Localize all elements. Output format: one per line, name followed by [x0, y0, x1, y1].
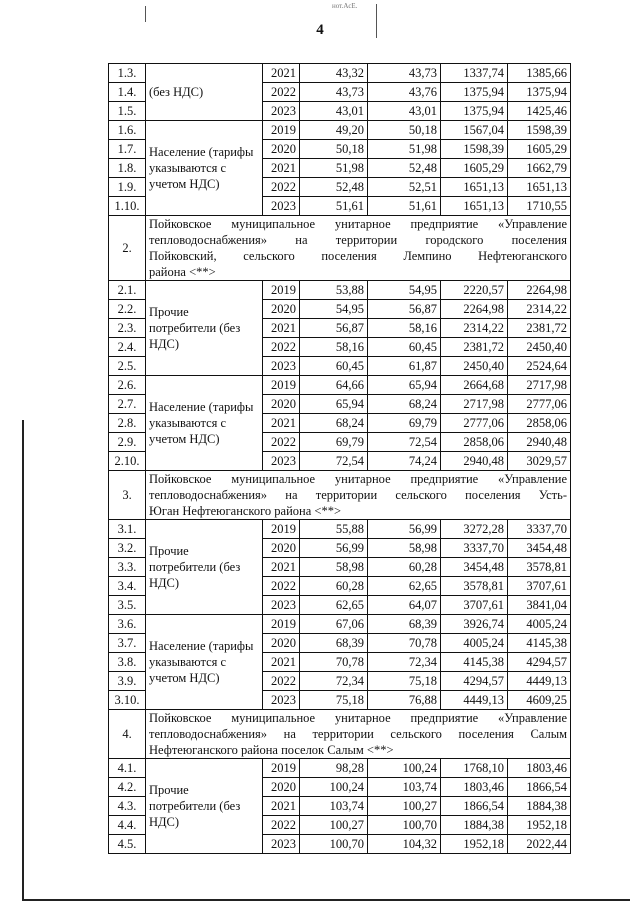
value-cell: 1375,94 [508, 83, 571, 102]
year-cell: 2022 [263, 577, 300, 596]
row-number: 2.1. [109, 281, 146, 300]
value-cell: 43,76 [368, 83, 441, 102]
value-cell: 52,48 [300, 178, 368, 197]
row-number: 2.8. [109, 414, 146, 433]
value-cell: 3337,70 [508, 520, 571, 539]
section-header-row [109, 216, 571, 281]
section-title-line: Пойковское муниципальное унитарное предприятие «Управление [149, 217, 567, 231]
value-cell: 1866,54 [441, 797, 508, 816]
value-cell: 1768,10 [441, 759, 508, 778]
value-cell: 1651,13 [441, 178, 508, 197]
value-cell: 60,45 [300, 357, 368, 376]
row-number: 4.3. [109, 797, 146, 816]
value-cell: 3707,61 [441, 596, 508, 615]
value-cell: 1385,66 [508, 64, 571, 83]
value-cell: 56,87 [300, 319, 368, 338]
value-cell: 3272,28 [441, 520, 508, 539]
year-cell: 2022 [263, 433, 300, 452]
row-number: 4.1. [109, 759, 146, 778]
value-cell: 3454,48 [508, 539, 571, 558]
section-title-line: тепловодоснабжения» на территории городского поселения [149, 233, 567, 247]
value-cell: 58,98 [368, 539, 441, 558]
value-cell: 3707,61 [508, 577, 571, 596]
value-cell: 1884,38 [508, 797, 571, 816]
value-cell: 3841,04 [508, 596, 571, 615]
value-cell: 2717,98 [441, 395, 508, 414]
value-cell: 52,51 [368, 178, 441, 197]
table-row [109, 759, 571, 778]
row-number: 1.5. [109, 102, 146, 121]
table-row [109, 281, 571, 300]
value-cell: 100,24 [300, 778, 368, 797]
table-row [109, 376, 571, 395]
row-number: 2.9. [109, 433, 146, 452]
value-cell: 1866,54 [508, 778, 571, 797]
value-cell: 1598,39 [508, 121, 571, 140]
tariff-table [108, 63, 571, 854]
value-cell: 70,78 [300, 653, 368, 672]
row-number: 2.6. [109, 376, 146, 395]
value-cell: 2940,48 [441, 452, 508, 471]
value-cell: 4145,38 [508, 634, 571, 653]
year-cell: 2020 [263, 634, 300, 653]
value-cell: 3029,57 [508, 452, 571, 471]
value-cell: 2940,48 [508, 433, 571, 452]
section-title [146, 710, 571, 759]
value-cell: 2264,98 [441, 300, 508, 319]
value-cell: 4294,57 [441, 672, 508, 691]
value-cell: 3454,48 [441, 558, 508, 577]
value-cell: 2381,72 [441, 338, 508, 357]
row-number: 3.9. [109, 672, 146, 691]
row-number: 2.3. [109, 319, 146, 338]
value-cell: 54,95 [368, 281, 441, 300]
year-cell: 2020 [263, 140, 300, 159]
year-cell: 2021 [263, 797, 300, 816]
value-cell: 61,87 [368, 357, 441, 376]
year-cell: 2020 [263, 300, 300, 319]
year-cell: 2023 [263, 102, 300, 121]
consumer-category: Население (тарифы указываются с учетом НДС) [146, 615, 263, 710]
row-number: 2.5. [109, 357, 146, 376]
row-number: 1.9. [109, 178, 146, 197]
value-cell: 72,54 [300, 452, 368, 471]
value-cell: 56,87 [368, 300, 441, 319]
value-cell: 2314,22 [508, 300, 571, 319]
value-cell: 60,28 [368, 558, 441, 577]
year-cell: 2021 [263, 159, 300, 178]
value-cell: 1651,13 [508, 178, 571, 197]
row-number: 1.10. [109, 197, 146, 216]
value-cell: 43,73 [300, 83, 368, 102]
year-cell: 2019 [263, 520, 300, 539]
value-cell: 100,70 [368, 816, 441, 835]
year-cell: 2019 [263, 759, 300, 778]
value-cell: 53,88 [300, 281, 368, 300]
value-cell: 50,18 [300, 140, 368, 159]
value-cell: 55,88 [300, 520, 368, 539]
row-number: 2.4. [109, 338, 146, 357]
value-cell: 1598,39 [441, 140, 508, 159]
value-cell: 65,94 [300, 395, 368, 414]
value-cell: 62,65 [368, 577, 441, 596]
value-cell: 75,18 [300, 691, 368, 710]
value-cell: 62,65 [300, 596, 368, 615]
row-number: 3.7. [109, 634, 146, 653]
value-cell: 100,70 [300, 835, 368, 854]
value-cell: 58,98 [300, 558, 368, 577]
value-cell: 2314,22 [441, 319, 508, 338]
value-cell: 1710,55 [508, 197, 571, 216]
section-title-line: Юган Нефтеюганского района <**> [149, 504, 342, 518]
year-cell: 2022 [263, 816, 300, 835]
value-cell: 98,28 [300, 759, 368, 778]
section-title-line: Пойковский, сельского поселения Лемпино Нефтеюганского [149, 249, 567, 263]
value-cell: 49,20 [300, 121, 368, 140]
value-cell: 51,98 [300, 159, 368, 178]
value-cell: 4449,13 [441, 691, 508, 710]
row-number: 3.10. [109, 691, 146, 710]
scan-mark: нот.АсЕ. [332, 2, 358, 10]
value-cell: 1803,46 [441, 778, 508, 797]
value-cell: 60,45 [368, 338, 441, 357]
tariff-table-body [109, 64, 571, 854]
value-cell: 1605,29 [441, 159, 508, 178]
value-cell: 1605,29 [508, 140, 571, 159]
year-cell: 2021 [263, 414, 300, 433]
value-cell: 2450,40 [508, 338, 571, 357]
value-cell: 2858,06 [441, 433, 508, 452]
value-cell: 58,16 [368, 319, 441, 338]
value-cell: 4294,57 [508, 653, 571, 672]
section-number: 3. [109, 471, 146, 520]
year-cell: 2022 [263, 338, 300, 357]
scan-bottom-edge [22, 899, 630, 901]
row-number: 4.2. [109, 778, 146, 797]
year-cell: 2023 [263, 357, 300, 376]
value-cell: 68,24 [368, 395, 441, 414]
row-number: 3.2. [109, 539, 146, 558]
section-title [146, 471, 571, 520]
value-cell: 72,54 [368, 433, 441, 452]
year-cell: 2021 [263, 64, 300, 83]
value-cell: 100,27 [368, 797, 441, 816]
row-number: 1.7. [109, 140, 146, 159]
year-cell: 2023 [263, 835, 300, 854]
row-number: 3.6. [109, 615, 146, 634]
value-cell: 64,07 [368, 596, 441, 615]
scan-left-edge [22, 420, 24, 900]
year-cell: 2022 [263, 178, 300, 197]
value-cell: 51,61 [300, 197, 368, 216]
value-cell: 1651,13 [441, 197, 508, 216]
year-cell: 2021 [263, 558, 300, 577]
value-cell: 43,01 [368, 102, 441, 121]
row-number: 3.3. [109, 558, 146, 577]
section-number: 4. [109, 710, 146, 759]
section-title-line: тепловодоснабжения» на территории сельского поселения Усть- [149, 488, 567, 502]
consumer-category: (без НДС) [146, 64, 263, 121]
year-cell: 2020 [263, 395, 300, 414]
value-cell: 60,28 [300, 577, 368, 596]
table-row [109, 121, 571, 140]
year-cell: 2021 [263, 653, 300, 672]
value-cell: 72,34 [300, 672, 368, 691]
value-cell: 103,74 [300, 797, 368, 816]
value-cell: 2777,06 [441, 414, 508, 433]
value-cell: 64,66 [300, 376, 368, 395]
value-cell: 3926,74 [441, 615, 508, 634]
year-cell: 2023 [263, 691, 300, 710]
table-row [109, 520, 571, 539]
row-number: 1.4. [109, 83, 146, 102]
section-title-line: Пойковское муниципальное унитарное предприятие «Управление [149, 711, 567, 725]
value-cell: 75,18 [368, 672, 441, 691]
value-cell: 74,24 [368, 452, 441, 471]
year-cell: 2019 [263, 121, 300, 140]
row-number: 1.6. [109, 121, 146, 140]
year-cell: 2021 [263, 319, 300, 338]
value-cell: 3578,81 [508, 558, 571, 577]
row-number: 2.2. [109, 300, 146, 319]
value-cell: 2264,98 [508, 281, 571, 300]
value-cell: 43,73 [368, 64, 441, 83]
value-cell: 100,27 [300, 816, 368, 835]
section-title-line: Пойковское муниципальное унитарное предприятие «Управление [149, 472, 567, 486]
consumer-category: Население (тарифы указываются с учетом НДС) [146, 121, 263, 216]
section-header-row [109, 710, 571, 759]
value-cell: 103,74 [368, 778, 441, 797]
value-cell: 2381,72 [508, 319, 571, 338]
year-cell: 2019 [263, 615, 300, 634]
year-cell: 2023 [263, 596, 300, 615]
year-cell: 2020 [263, 539, 300, 558]
row-number: 3.1. [109, 520, 146, 539]
value-cell: 68,39 [300, 634, 368, 653]
year-cell: 2019 [263, 376, 300, 395]
row-number: 4.5. [109, 835, 146, 854]
value-cell: 43,32 [300, 64, 368, 83]
year-cell: 2022 [263, 672, 300, 691]
value-cell: 4005,24 [441, 634, 508, 653]
value-cell: 68,39 [368, 615, 441, 634]
value-cell: 100,24 [368, 759, 441, 778]
value-cell: 56,99 [368, 520, 441, 539]
section-title-line: тепловодоснабжения» на территории сельского поселения Салым [149, 727, 567, 741]
consumer-category: Прочие потребители (без НДС) [146, 759, 263, 854]
value-cell: 72,34 [368, 653, 441, 672]
value-cell: 51,61 [368, 197, 441, 216]
value-cell: 1375,94 [441, 102, 508, 121]
value-cell: 2777,06 [508, 395, 571, 414]
value-cell: 1803,46 [508, 759, 571, 778]
value-cell: 43,01 [300, 102, 368, 121]
value-cell: 4449,13 [508, 672, 571, 691]
table-row [109, 64, 571, 83]
value-cell: 1375,94 [441, 83, 508, 102]
value-cell: 50,18 [368, 121, 441, 140]
value-cell: 51,98 [368, 140, 441, 159]
value-cell: 2022,44 [508, 835, 571, 854]
value-cell: 70,78 [368, 634, 441, 653]
value-cell: 58,16 [300, 338, 368, 357]
row-number: 3.5. [109, 596, 146, 615]
value-cell: 1567,04 [441, 121, 508, 140]
section-title-line: района <**> [149, 265, 216, 279]
value-cell: 4609,25 [508, 691, 571, 710]
value-cell: 69,79 [368, 414, 441, 433]
value-cell: 1952,18 [441, 835, 508, 854]
value-cell: 68,24 [300, 414, 368, 433]
value-cell: 2858,06 [508, 414, 571, 433]
value-cell: 2717,98 [508, 376, 571, 395]
row-number: 4.4. [109, 816, 146, 835]
year-cell: 2023 [263, 197, 300, 216]
consumer-category: Прочие потребители (без НДС) [146, 281, 263, 376]
value-cell: 2664,68 [441, 376, 508, 395]
scan-artifact-line [376, 4, 377, 38]
section-title-line: Нефтеюганского района поселок Салым <**> [149, 743, 394, 757]
value-cell: 4005,24 [508, 615, 571, 634]
value-cell: 2450,40 [441, 357, 508, 376]
year-cell: 2022 [263, 83, 300, 102]
value-cell: 65,94 [368, 376, 441, 395]
row-number: 2.7. [109, 395, 146, 414]
table-row [109, 615, 571, 634]
scan-artifact-line [145, 6, 146, 22]
value-cell: 1662,79 [508, 159, 571, 178]
value-cell: 2220,57 [441, 281, 508, 300]
year-cell: 2023 [263, 452, 300, 471]
page-number: 4 [316, 22, 324, 38]
value-cell: 1425,46 [508, 102, 571, 121]
value-cell: 3337,70 [441, 539, 508, 558]
value-cell: 52,48 [368, 159, 441, 178]
value-cell: 56,99 [300, 539, 368, 558]
section-title [146, 216, 571, 281]
value-cell: 2524,64 [508, 357, 571, 376]
section-header-row [109, 471, 571, 520]
section-number: 2. [109, 216, 146, 281]
consumer-category: Прочие потребители (без НДС) [146, 520, 263, 615]
value-cell: 4145,38 [441, 653, 508, 672]
row-number: 2.10. [109, 452, 146, 471]
value-cell: 67,06 [300, 615, 368, 634]
value-cell: 1952,18 [508, 816, 571, 835]
year-cell: 2020 [263, 778, 300, 797]
year-cell: 2019 [263, 281, 300, 300]
row-number: 3.8. [109, 653, 146, 672]
value-cell: 1884,38 [441, 816, 508, 835]
value-cell: 69,79 [300, 433, 368, 452]
value-cell: 1337,74 [441, 64, 508, 83]
value-cell: 3578,81 [441, 577, 508, 596]
value-cell: 54,95 [300, 300, 368, 319]
value-cell: 104,32 [368, 835, 441, 854]
consumer-category: Население (тарифы указываются с учетом НДС) [146, 376, 263, 471]
row-number: 1.3. [109, 64, 146, 83]
row-number: 3.4. [109, 577, 146, 596]
row-number: 1.8. [109, 159, 146, 178]
value-cell: 76,88 [368, 691, 441, 710]
